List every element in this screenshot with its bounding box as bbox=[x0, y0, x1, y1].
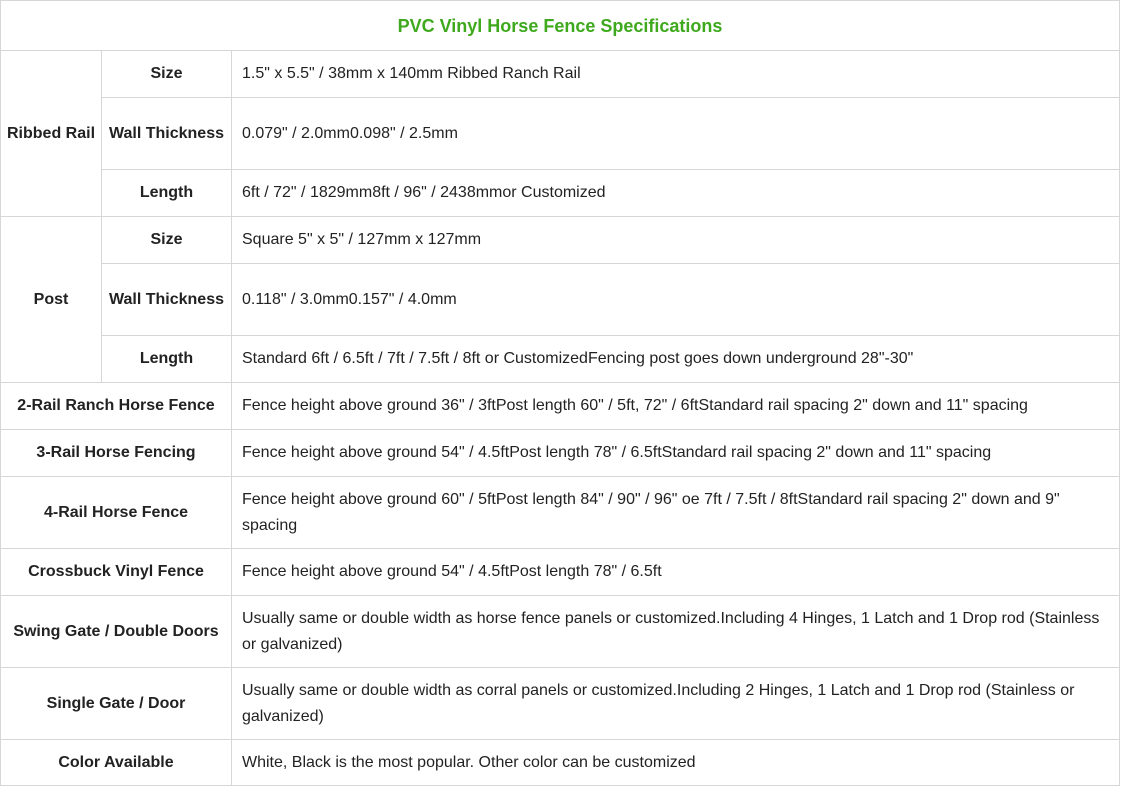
table-row bbox=[1, 668, 1120, 740]
value-cell: 6ft / 72" / 1829mm8ft / 96" / 2438mmor Customized bbox=[232, 170, 1120, 217]
value-cell: Fence height above ground 54" / 4.5ftPost length 78" / 6.5ft bbox=[232, 549, 1120, 596]
row-label: 3-Rail Horse Fencing bbox=[1, 430, 232, 477]
value-cell: 1.5" x 5.5" / 38mm x 140mm Ribbed Ranch Rail bbox=[232, 51, 1120, 98]
row-label: Swing Gate / Double Doors bbox=[1, 596, 232, 668]
title-row bbox=[1, 1, 1120, 51]
sub-label: Wall Thickness bbox=[102, 264, 232, 336]
value-cell: Standard 6ft / 6.5ft / 7ft / 7.5ft / 8ft or CustomizedFencing post goes down underground 28"-30" bbox=[232, 336, 1120, 383]
group-label-post: Post bbox=[1, 217, 102, 383]
value-cell: Usually same or double width as corral panels or customized.Including 2 Hinges, 1 Latch and 1 Drop rod (Stainless or galvanized) bbox=[232, 668, 1120, 740]
sub-label: Length bbox=[102, 170, 232, 217]
table-row bbox=[1, 98, 1120, 170]
table-row bbox=[1, 430, 1120, 477]
table-row bbox=[1, 477, 1120, 549]
table-row bbox=[1, 51, 1120, 98]
sub-label: Length bbox=[102, 336, 232, 383]
value-cell: Square 5" x 5" / 127mm x 127mm bbox=[232, 217, 1120, 264]
group-label-ribbed-rail: Ribbed Rail bbox=[1, 51, 102, 217]
row-label: 4-Rail Horse Fence bbox=[1, 477, 232, 549]
table-row bbox=[1, 170, 1120, 217]
table-row bbox=[1, 217, 1120, 264]
value-cell: Fence height above ground 36" / 3ftPost length 60" / 5ft, 72" / 6ftStandard rail spacing 2" down and 11" spacing bbox=[232, 383, 1120, 430]
row-label: 2-Rail Ranch Horse Fence bbox=[1, 383, 232, 430]
sub-label: Wall Thickness bbox=[102, 98, 232, 170]
table-title: PVC Vinyl Horse Fence Specifications bbox=[1, 1, 1120, 51]
sub-label: Size bbox=[102, 51, 232, 98]
sub-label: Size bbox=[102, 217, 232, 264]
table-row bbox=[1, 596, 1120, 668]
value-cell: 0.079" / 2.0mm0.098" / 2.5mm bbox=[232, 98, 1120, 170]
value-cell: Fence height above ground 54" / 4.5ftPost length 78" / 6.5ftStandard rail spacing 2" down and 11" spacing bbox=[232, 430, 1120, 477]
table-row bbox=[1, 740, 1120, 786]
value-cell: 0.118" / 3.0mm0.157" / 4.0mm bbox=[232, 264, 1120, 336]
value-cell: Fence height above ground 60" / 5ftPost length 84" / 90" / 96" oe 7ft / 7.5ft / 8ftStandard rail spacing 2" down and 9" spacing bbox=[232, 477, 1120, 549]
value-cell: Usually same or double width as horse fence panels or customized.Including 4 Hinges, 1 Latch and 1 Drop rod (Stainless or galvanized) bbox=[232, 596, 1120, 668]
table-row bbox=[1, 264, 1120, 336]
row-label: Crossbuck Vinyl Fence bbox=[1, 549, 232, 596]
row-label: Single Gate / Door bbox=[1, 668, 232, 740]
table-row bbox=[1, 336, 1120, 383]
table-row bbox=[1, 383, 1120, 430]
row-label: Color Available bbox=[1, 740, 232, 786]
table-row bbox=[1, 549, 1120, 596]
value-cell: White, Black is the most popular. Other color can be customized bbox=[232, 740, 1120, 786]
